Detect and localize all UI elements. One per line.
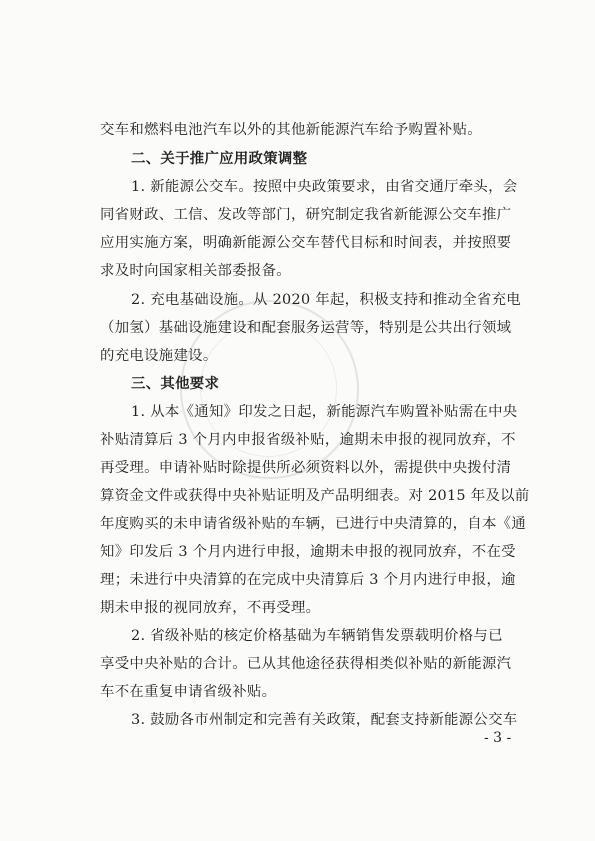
body-line: 交车和燃料电池汽车以外的其他新能源汽车给予购置补贴。 (100, 122, 482, 138)
body-line: 2. 省级补贴的核定价格基础为车辆销售发票载明价格与已 (131, 628, 503, 644)
body-line: 同省财政、工信、发改等部门，研究制定我省新能源公交车推广 (100, 207, 512, 223)
body-line: 享受中央补贴的合计。已从其他途径获得相类似补贴的新能源汽 (100, 656, 512, 672)
body-line: 算资金文件或获得中央补贴证明及产品明细表。对 2015 年及以前 (100, 488, 530, 504)
page-number: - 3 - (484, 730, 512, 746)
body-line: 1. 新能源公交车。按照中央政策要求，由省交通厅牵头，会 (131, 179, 518, 195)
body-line: 期未申报的视同放弃，不再受理。 (100, 600, 321, 616)
section-heading-two: 二、关于推广应用政策调整 (131, 151, 308, 167)
body-line: 的充电设施建设。 (100, 348, 218, 364)
body-line: 求及时向国家相关部委报备。 (100, 263, 291, 279)
body-line: 3. 鼓励各市州制定和完善有关政策，配套支持新能源公交车 (131, 712, 518, 728)
body-line: 理；未进行中央清算的在完成中央清算后 3 个月内进行申报，逾 (100, 572, 516, 588)
body-line: 再受理。申请补贴时除提供所必须资料以外，需提供中央拨付清 (100, 460, 512, 476)
section-heading-three: 三、其他要求 (131, 376, 220, 392)
body-line: 补贴清算后 3 个月内申报省级补贴，逾期未申报的视同放弃，不 (100, 432, 516, 448)
body-line: 应用实施方案，明确新能源公交车替代目标和时间表，并按照要 (100, 235, 512, 251)
body-line: 知》印发后 3 个月内进行申报，逾期未申报的视同放弃，不在受 (100, 544, 516, 560)
body-line: 年度购买的未申请省级补贴的车辆，已进行中央清算的，自本《通 (100, 516, 527, 532)
body-line: （加氢）基础设施建设和配套服务运营等，特别是公共出行领域 (100, 320, 512, 336)
body-line: 车不在重复申请省级补贴。 (100, 684, 277, 700)
body-line: 1. 从本《通知》印发之日起，新能源汽车购置补贴需在中央 (131, 404, 518, 420)
body-line: 2. 充电基础设施。从 2020 年起，积极支持和推动全省充电 (131, 292, 521, 308)
